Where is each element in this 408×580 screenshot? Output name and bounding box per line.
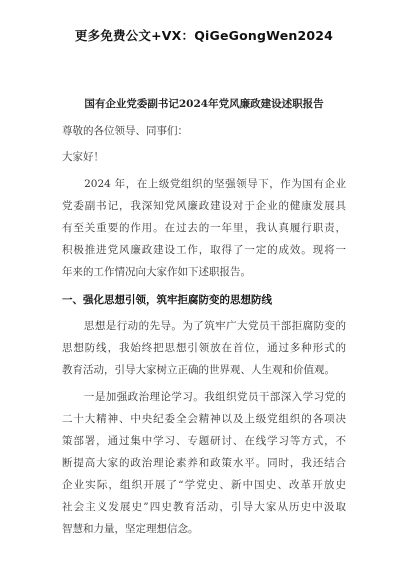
intro-line: 2024 年，在上级党组织的坚强领导下，作为国有企业 — [62, 178, 346, 190]
document-title: 国有企业党委副书记2024年党风廉政建设述职报告 — [84, 98, 324, 110]
section-paragraph-line: 思想是行动的先导。为了筑牢广大党员干部拒腐防变的 — [62, 320, 346, 332]
section-paragraph-line: 一是加强政治理论学习。我组织党员干部深入学习党的 — [62, 391, 346, 403]
section-paragraph-line: 教育活动，引导大家树立正确的世界观、人生观和价值观。 — [62, 364, 335, 376]
intro-line: 党委副书记，我深知党风廉政建设对于企业的健康发展具 — [62, 200, 346, 212]
intro-line: 有至关重要的作用。在过去的一年里，我认真履行职责， — [62, 222, 346, 234]
section-paragraph-line: 断提高大家的政治理论素养和政策水平。同时，我还结合 — [62, 457, 346, 469]
intro-line: 积极推进党风廉政建设工作，取得了一定的成效。现将一 — [62, 244, 346, 256]
promo-header: 更多免费公文+VX：QiGeGongWen2024 — [74, 28, 334, 43]
intro-line: 年来的工作情况向大家作如下述职报告。 — [62, 266, 251, 278]
section-heading: 一、强化思想引领，筑牢拒腐防变的思想防线 — [62, 294, 272, 306]
section-paragraph-line: 企业实际，组织开展了“学党史、新中国史、改革开放史 — [62, 479, 346, 491]
section-paragraph-line: 思想防线，我始终把思想引领放在首位，通过多种形式的 — [62, 342, 346, 354]
section-paragraph-line: 二十大精神、中央纪委全会精神以及上级党组织的各项决 — [62, 413, 346, 425]
section-paragraph-line: 智慧和力量，坚定理想信念。 — [62, 523, 199, 535]
greeting: 大家好！ — [62, 151, 104, 163]
salutation: 尊敬的各位领导、同事们： — [62, 125, 188, 137]
section-paragraph-line: 社会主义发展史”四史教育活动，引导大家从历史中汲取 — [62, 501, 346, 513]
section-paragraph-line: 策部署，通过集中学习、专题研讨、在线学习等方式，不 — [62, 435, 346, 447]
